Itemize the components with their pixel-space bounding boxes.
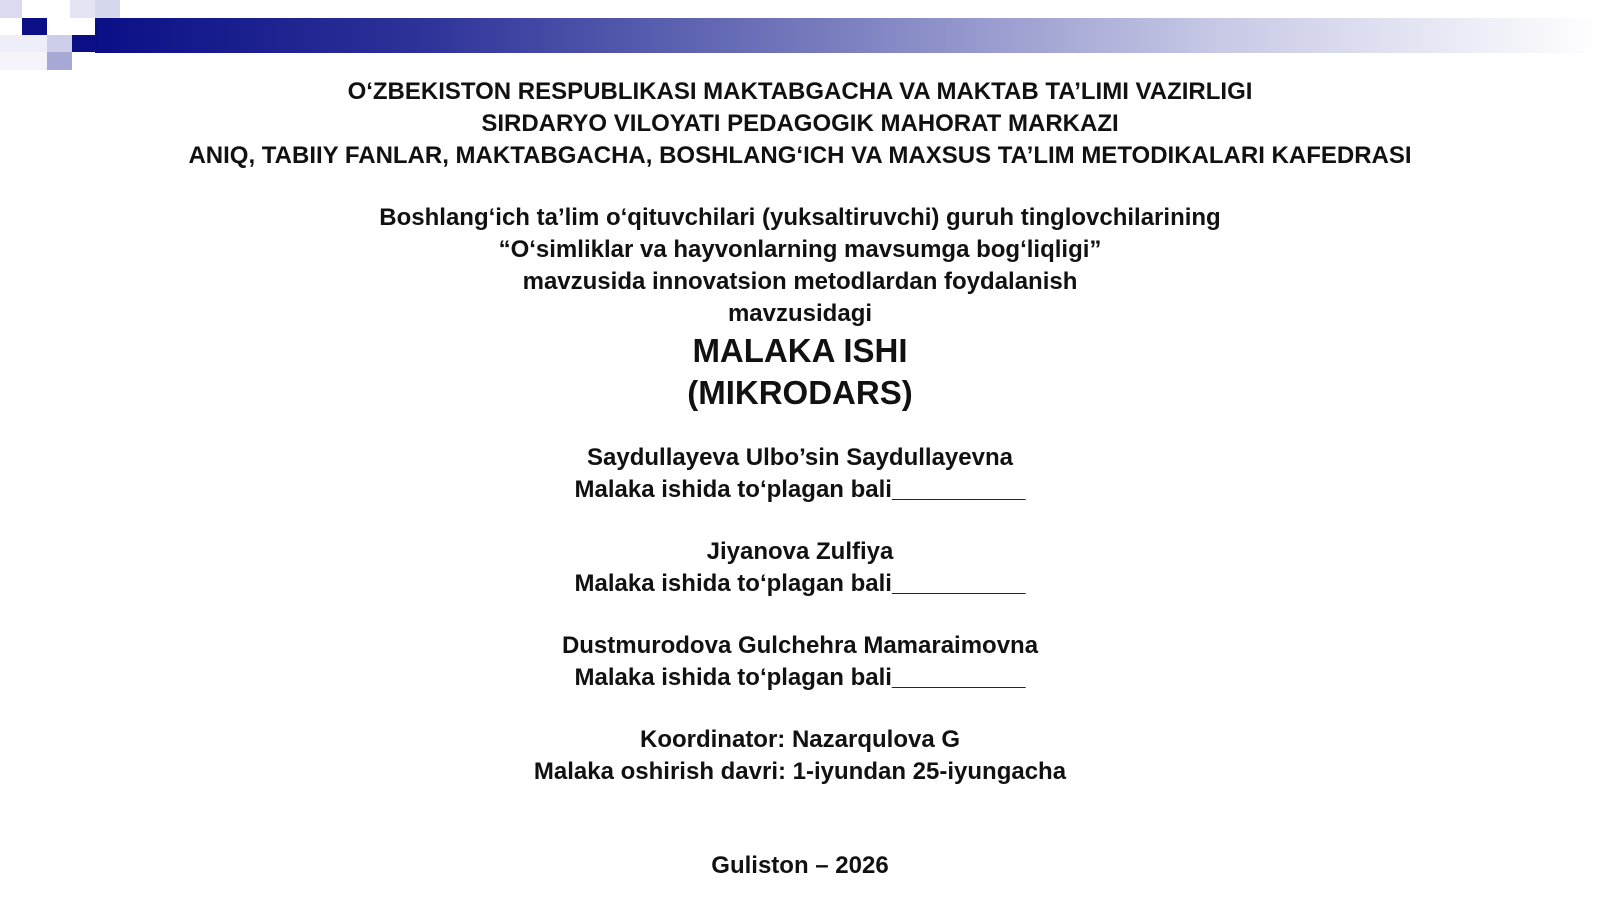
document-title: MALAKA ISHI: [692, 332, 908, 369]
topic-line-1: Boshlang‘ich ta’lim o‘qituvchilari (yuksaltiruvchi) guruh tinglovchilarining: [379, 204, 1221, 231]
decor-square: [95, 0, 120, 18]
decor-square: [72, 35, 95, 52]
decor-square: [47, 35, 72, 52]
city-year: Guliston – 2026: [711, 852, 889, 879]
participant-score: Malaka ishida to‘plagan bali__________: [574, 664, 1026, 691]
participant-name: Jiyanova Zulfiya: [706, 538, 894, 565]
header-gradient-band: [95, 18, 1600, 53]
decor-square: [0, 35, 47, 52]
participant-score: Malaka ishida to‘plagan bali__________: [574, 476, 1026, 503]
topic-line-4: mavzusidagi: [727, 300, 873, 327]
decor-square: [0, 0, 22, 18]
department-name: ANIQ, TABIIY FANLAR, MAKTABGACHA, BOSHLANG‘ICH VA MAXSUS TA’LIM METODIKALARI KAFEDRASI: [188, 142, 1412, 169]
participant-score: Malaka ishida to‘plagan bali__________: [574, 570, 1026, 597]
center-name: SIRDARYO VILOYATI PEDAGOGIK MAHORAT MARKAZI: [481, 110, 1119, 137]
ministry-name: O‘ZBEKISTON RESPUBLIKASI MAKTABGACHA VA MAKTAB TA’LIMI VAZIRLIGI: [347, 78, 1253, 105]
decor-square: [47, 52, 72, 70]
participant-name: Saydullayeva Ulbo’sin Saydullayevna: [587, 444, 1013, 471]
topic-line-2: “O‘simliklar va hayvonlarning mavsumga bog‘liqligi”: [498, 236, 1102, 263]
participant-name: Dustmurodova Gulchehra Mamaraimovna: [561, 632, 1039, 659]
document-subtitle: (MIKRODARS): [687, 374, 913, 411]
decor-square: [0, 52, 47, 70]
topic-line-3: mavzusida innovatsion metodlardan foydalanish: [522, 268, 1078, 295]
coordinator: Koordinator: Nazarqulova G: [639, 726, 961, 753]
title-page: [0, 76, 1600, 882]
decor-square: [22, 18, 47, 35]
training-period: Malaka oshirish davri: 1-iyundan 25-iyungacha: [533, 758, 1067, 785]
decor-square: [70, 0, 95, 18]
